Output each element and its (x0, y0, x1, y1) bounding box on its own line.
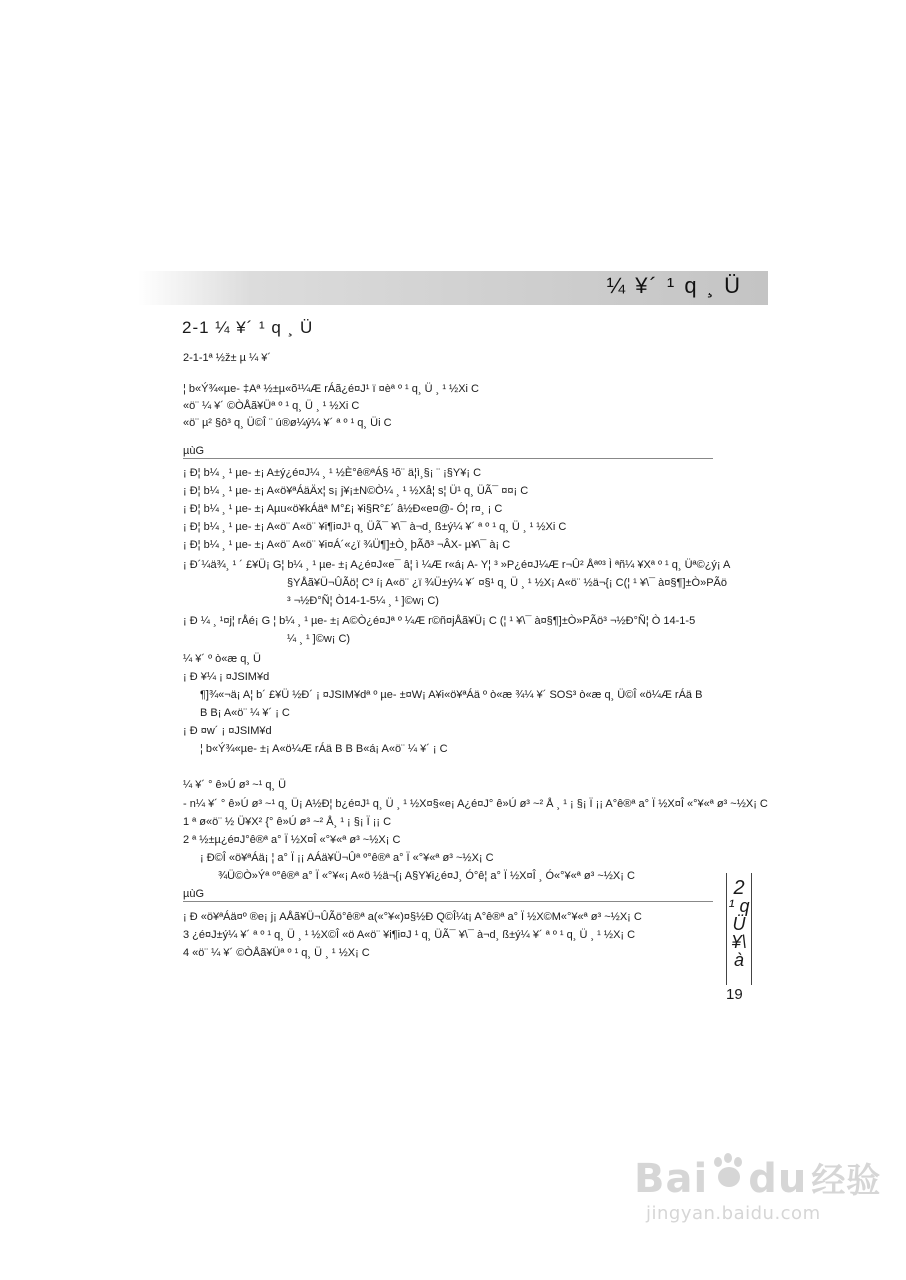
extension-title: ¼ ¥´ ° ê»Ú ø³ ~¹ q¸ Ü (183, 779, 287, 791)
bullet-line: ¡ Ð¦ b¼ ¸ ¹ µe- ±¡ A±ý¿é¤J¼ ¸ ¹ ½È°ê®ªÁ§ ¹õ¨ ä¦ì¸§¡ ¨ ¡§Y¥¡ C (183, 467, 482, 479)
chapter-side-tab (726, 873, 752, 985)
bullet-line: ¡ Ð¦ b¼ ¸ ¹ µe- ±¡ A«ö¥ªÁäÄx¦ s¡ j¥¡±N©Ò¼ ¸ ¹ ½Xå¦ s¦ Ü¹ q¸ ÜÃ¯ ¤¤¡ C (183, 485, 529, 497)
side-tab-char: ¥\ (731, 932, 747, 952)
intro-line: ¦ b«Ý¾«µe- ‡Aª ½±µ«õ¹¼Æ rÁã¿é¤J¹ ï ¤èª º ¹ q¸ Ü ¸ ¹ ½Xi C (183, 383, 480, 395)
divider (183, 901, 713, 902)
emergency-line: ¡ Ð ¥¼ ¡ ¤JSIM¥d (183, 671, 270, 683)
final-line: ¡ Ð «ö¥ªÁä¤º ®e¡ j¡ AÅã¥Ü¬ÛÃö°ê®ª a(«°¥«)¤§½Ð Q©Î¼t¡ A°ê®ª a° Ï ½X©M«°¥«ª ø³ ~½X¡ C (183, 911, 642, 923)
chapter-header-bar (138, 271, 768, 305)
final-line: 3 ¿é¤J±ý¼ ¥´ ª º ¹ q¸ Ü ¸ ¹ ½X©Î «ö A«ö¨ ¥i¶i¤J ¹ q¸ ÜÃ¯ ¥\¯ à¬d¸ ß±ý¼ ¥´ ª º ¹ q¸ Ü ¸ ¹ ½X¡ C (183, 929, 636, 941)
watermark-url: jingyan.baidu.com (646, 1203, 821, 1224)
intro-line: «ö¨ µ² §ô³ q¸ Ü©Î ¨ ú®ø¼ý¼ ¥´ ª º ¹ q¸ Üi C (183, 417, 392, 429)
extension-line: - n¼ ¥´ ° ê»Ú ø³ ~¹ q¸ Ü¡ A½Ð¦ b¿é¤J¹ q¸ Ü ¸ ¹ ½X¤§«e¡ A¿é¤J° ê»Ú ø³ ~² Å ¸ ¹ ¡ §¡ Ï ¡¡ A°ê®ª a° Ï ½X¤Î «°¥«ª ø³ ~½X¡ C (183, 798, 768, 810)
logo-text-cn: 经验 (811, 1161, 882, 1201)
page-number: 19 (726, 986, 743, 1003)
side-tab-char: ¹ q (728, 896, 750, 916)
section-title: 2-1 ¼ ¥´ ¹ q ¸ Ü (182, 318, 314, 337)
section-subtitle: 2-1-1ª ½ž± µ ¼ ¥´ (183, 352, 271, 364)
chapter-title: ¼ ¥´ ¹ q ¸ Ü (606, 273, 742, 298)
logo-text-right: du (748, 1156, 808, 1202)
final-line: 4 «ö¨ ¼ ¥´ ©ÒÅã¥Üª º ¹ q¸ Ü ¸ ¹ ½X¡ C (183, 947, 370, 959)
extension-line: ¡ Ð©Î «ö¥ªÁä¡ ¦ a° Ï ¡¡ AÁä¥Ü¬Ûª º°ê®ª a° Ï «°¥«ª ø³ ~½X¡ C (200, 852, 494, 864)
extension-line: 1 ª ø«ö¨ ½ Ü¥X² {° ê»Ú ø³ ~² Å¸ ¹ ¡ §¡ Ï ¡¡ C (183, 816, 392, 828)
emergency-title: ¼ ¥´ º ò«æ q¸ Ü (183, 653, 261, 665)
bullet-line: ³ ¬½Ð°Ñ¦ Ò14-1-5¼ ¸ ¹ ]©w¡ C) (287, 595, 439, 607)
emergency-line: ¡ Ð ¤w´ ¡ ¤JSIM¥d (183, 725, 272, 737)
bullet-line: ¡ Ð´¼ä¾¸ ¹ ´ £¥Ü¡ G¦ b¼ ¸ ¹ µe- ±¡ A¿é¤J«e¯ â¦ ì ¼Æ r«á¡ A- Y¦ ³ »P¿é¤J¼Æ r¬Û² Åªº³ Ì ªñ¼ ¥Xª º ¹ q¸ Üª©¿ý¡ A (183, 559, 731, 571)
baidu-logo (634, 1153, 881, 1202)
emergency-line: ¶]¾«¬ä¡ A¦ b´ £¥Ü ½Ð´ ¡ ¤JSIM¥dª º µe- ±¤W¡ A¥i«ö¥ªÁä º ò«æ ¾¼ ¥´ SOS³ ò«æ q¸ Ü©Î «ö¼Æ rÁä B (200, 689, 703, 701)
bullet-line: ¼ ¸ ¹ ]©w¡ C) (287, 633, 351, 645)
logo-text-left: Bai (634, 1156, 709, 1202)
intro-line: «ö¨ ¼ ¥´ ©ÒÅã¥Üª º ¹ q¸ Ü ¸ ¹ ½Xi C (183, 400, 360, 412)
note-label: µùG (183, 888, 205, 900)
baidu-watermark (634, 1153, 884, 1233)
bullet-line: ¡ Ð¦ b¼ ¸ ¹ µe- ±¡ A«ö¨ A«ö¨ ¥i¤Á´«¿ï ¾Ü¶]±Ò¸ þÃð³ ¬ÂX- µ¥\¯ à¡ C (183, 539, 511, 551)
extension-line: ¾Ü©Ò»Ýª º°ê®ª a° Ï «°¥«¡ A«ö ½ä¬{¡ A§Y¥i¿é¤J¸ Ó°ê¦ a° Ï ½X¤Î ¸ Ó«°¥«ª ø³ ~½X¡ C (218, 870, 635, 882)
side-tab-char: Ü (732, 914, 746, 934)
paw-icon (710, 1153, 746, 1189)
bullet-line: §YÅã¥Ü¬ÛÃö¦ C³ í¡ A«ö¨ ¿ï ¾Ü±ý¼ ¥´ ¤§¹ q¸ Ü ¸ ¹ ½X¡ A«ö¨ ½ä¬{¡ C(¦ ¹ ¥\¯ à¤§¶]±Ò»PÃö (287, 577, 727, 589)
side-tab-char: 2 (733, 877, 745, 899)
divider (183, 458, 713, 459)
bullet-line: ¡ Ð¦ b¼ ¸ ¹ µe- ±¡ Aµu«ö¥kÁäª M°£¡ ¥i§R°£´ â½Ð«e¤@- Ó¦ r¤¸ ¡ C (183, 503, 503, 515)
emergency-line: ¦ b«Ý¾«µe- ±¡ A«ö¼Æ rÁä B B B«á¡ A«ö¨ ¼ ¥´ ¡ C (200, 743, 448, 755)
side-tab-char: à (733, 950, 744, 970)
bullet-line: ¡ Ð ¼ ¸ ¹¤j¦ rÅé¡ G ¦ b¼ ¸ ¹ µe- ±¡ A©Ò¿é¤Jª º ¼Æ r©ñ¤jÅã¥Ü¡ C (¦ ¹ ¥\¯ à¤§¶]±Ò»PÃö³ ¬½Ð°Ñ¦ Ò 14-1-5 (183, 615, 696, 627)
bullet-line: ¡ Ð¦ b¼ ¸ ¹ µe- ±¡ A«ö¨ A«ö¨ ¥i¶i¤J¹ q¸ ÜÃ¯ ¥\¯ à¬d¸ ß±ý¼ ¥´ ª º ¹ q¸ Ü ¸ ¹ ½Xi C (183, 521, 567, 533)
note-label: µùG (183, 445, 205, 457)
emergency-line: B B¡ A«ö¨ ¼ ¥´ ¡ C (200, 707, 290, 719)
extension-line: 2 ª ½±µ¿é¤J°ê®ª a° Ï ½X¤Î «°¥«ª ø³ ~½X¡ C (183, 834, 401, 846)
